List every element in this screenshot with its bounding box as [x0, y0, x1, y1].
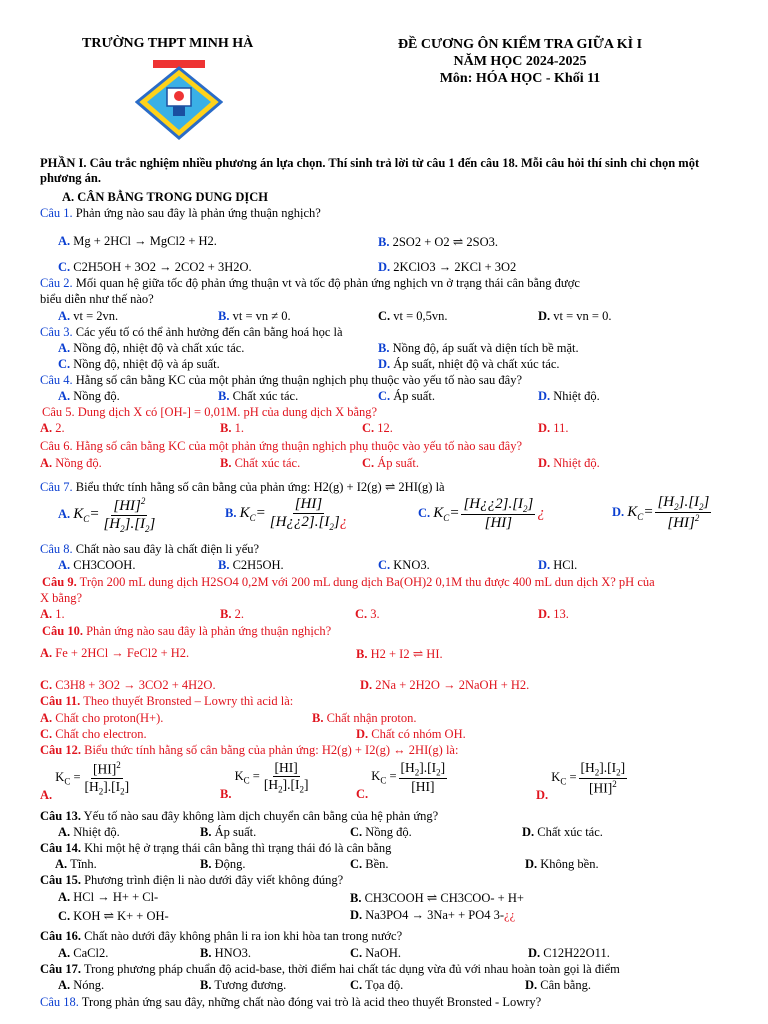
school-logo — [135, 58, 223, 142]
q-text: Yếu tố nào sau đây không làm dịch chuyển cân bằng của hệ phản ứng? — [80, 809, 439, 823]
q-number: Câu 16. — [40, 929, 81, 943]
option-17c — [350, 978, 403, 993]
opt-text: H2 + I2 ⇌ HI. — [370, 647, 443, 661]
q-number: Câu 4. — [40, 373, 73, 387]
option-13d — [522, 825, 603, 840]
q-number: Câu 13. — [40, 809, 81, 823]
option-8d — [538, 558, 577, 573]
opt-text: Áp suất. — [393, 389, 435, 403]
opt-text: Chất xúc tác. — [234, 456, 301, 470]
option-7c: C. $K_C=$ $\frac{[H¿¿2].[I_2]}{[HI]}$ ¿ — [418, 496, 545, 531]
opt-text: CaCl2. — [73, 946, 109, 960]
question-4 — [40, 373, 738, 387]
opt-label: D. — [536, 787, 549, 802]
option-8b — [218, 558, 284, 573]
opt-text: Áp suất, nhiệt độ và chất xúc tác. — [393, 357, 560, 371]
question-17 — [40, 962, 738, 976]
section-a-heading: A. CÂN BẰNG TRONG DUNG DỊCH — [62, 190, 269, 204]
option-6c — [362, 456, 419, 471]
opt-text: Động. — [214, 857, 246, 871]
option-6d — [538, 456, 600, 471]
opt-text: Nhiệt độ. — [553, 456, 600, 470]
q-text: Chất nào sau đây là chất điện li yếu? — [72, 542, 260, 556]
opt-text: 2. — [234, 607, 244, 621]
q-number: Câu 8. — [40, 542, 73, 556]
q-number: Câu 18. — [40, 995, 79, 1009]
opt-text: Tương đương. — [214, 978, 287, 992]
option-11c — [40, 727, 147, 742]
opt-label: B. — [200, 946, 212, 960]
exam-title — [360, 36, 680, 87]
option-5a — [40, 421, 65, 436]
option-13b — [200, 825, 256, 840]
opt-text: Nồng độ. — [73, 389, 120, 403]
opt-label: A. — [40, 646, 53, 660]
option-7a: A. $K_C=$ $\frac{[HI]^2}{[H_2].[I_2]}$ — [58, 496, 156, 534]
opt-text: Na3PO4 → 3Na+ + PO4 3- — [365, 908, 505, 922]
opt-label: D. — [538, 456, 551, 470]
question-11 — [40, 694, 738, 708]
option-14b — [200, 857, 246, 872]
option-1b — [378, 234, 498, 250]
opt-label: D. — [525, 978, 538, 992]
opt-text: Bền. — [365, 857, 389, 871]
opt-label: B. — [225, 505, 237, 520]
q-text: Phản ứng nào sau đây là phản ứng thuận nghịch? — [72, 206, 321, 220]
opt-label: C. — [378, 558, 391, 572]
q-number: Câu 12. — [40, 743, 81, 757]
option-4a — [58, 389, 120, 404]
question-14 — [40, 841, 738, 855]
opt-label: D. — [538, 607, 551, 621]
opt-text: vt = 0,5vn. — [393, 309, 448, 323]
q-number: Câu 14. — [40, 841, 81, 855]
opt-label: A. — [40, 711, 53, 725]
opt-label: B. — [312, 711, 324, 725]
opt-text: Chất xúc tác. — [537, 825, 603, 839]
opt-label: B. — [356, 647, 368, 661]
opt-text: Không bền. — [540, 857, 599, 871]
option-16a — [58, 946, 108, 961]
q-text: Mối quan hệ giữa tốc độ phản ứng thuận vt và tốc độ phản ứng nghịch vn ở trạng thái cân bằng được — [72, 276, 580, 290]
q-text: Phương trình điện li nào dưới đây viết không đúng? — [80, 873, 344, 887]
opt-label: C. — [356, 787, 369, 802]
q-text: Hằng số cân bằng KC của một phản ứng thuận nghịch phụ thuộc vào yếu tố nào sau đây? — [72, 373, 523, 387]
opt-label: A. — [58, 978, 71, 992]
question-16 — [40, 929, 738, 943]
opt-label: B. — [220, 456, 232, 470]
opt-text: Nồng độ, nhiệt độ và áp suất. — [73, 357, 220, 371]
option-17b — [200, 978, 286, 993]
opt-text: Chất xúc tác. — [232, 389, 299, 403]
exam-title-line1: ĐỀ CƯƠNG ÔN KIỂM TRA GIỮA KÌ I — [397, 37, 643, 52]
option-1d — [378, 260, 516, 275]
opt-label: D. — [525, 857, 538, 871]
opt-text: C3H8 + 3O2 → 3CO2 + 4H2O. — [55, 678, 216, 692]
option-14a — [55, 857, 97, 872]
opt-label: B. — [378, 341, 390, 355]
opt-text: 12. — [377, 421, 393, 435]
opt-label: A. — [40, 421, 53, 435]
opt-text: KNO3. — [393, 558, 430, 572]
opt-label: A. — [58, 234, 71, 248]
option-16c — [350, 946, 401, 961]
opt-label: A. — [58, 825, 71, 839]
option-7b: B. $K_C=$ $\frac{[HI]}{[H¿¿2].[I_2]¿}$ — [225, 496, 348, 532]
opt-label: A. — [40, 456, 53, 470]
q-text: Chất nào dưới đây không phân li ra ion khi hòa tan trong nước? — [80, 929, 403, 943]
opt-text: 3. — [370, 607, 380, 621]
opt-text: 1. — [55, 607, 65, 621]
option-15a — [58, 890, 158, 905]
opt-label: A. — [40, 787, 53, 802]
opt-text: Nồng độ. — [365, 825, 412, 839]
option-17a — [58, 978, 104, 993]
option-15c — [58, 908, 169, 924]
opt-text: 11. — [553, 421, 569, 435]
question-15 — [40, 873, 738, 887]
option-2d — [538, 309, 611, 324]
option-6b — [220, 456, 300, 471]
q-number: Câu 10. — [42, 624, 83, 638]
opt-text: HNO3. — [214, 946, 252, 960]
opt-text: Nồng độ, áp suất và diện tích bề mặt. — [392, 341, 579, 355]
q-text: Trong phương pháp chuẩn độ acid-base, thời điểm hai chất tác dụng vừa đủ với nhau hoàn toàn gọi là điểm — [80, 962, 620, 976]
option-12d: D. $K_C$ = $\frac{[H_2].[I_2]}{[HI]^2}$ — [536, 760, 626, 802]
option-2c — [378, 309, 448, 324]
option-16b — [200, 946, 251, 961]
q-text: Các yếu tố có thể ảnh hưởng đến cân bằng hoá học là — [72, 325, 343, 339]
opt-text: Chất có nhóm OH. — [371, 727, 466, 741]
option-10b — [356, 646, 443, 662]
opt-label: A. — [58, 389, 71, 403]
opt-label: B. — [220, 421, 232, 435]
option-13a — [58, 825, 120, 840]
option-11a — [40, 711, 163, 726]
opt-text: NaOH. — [365, 946, 402, 960]
question-9 — [42, 575, 738, 589]
option-4d — [538, 389, 600, 404]
q-number: Câu 7. — [40, 480, 73, 494]
option-3b — [378, 341, 579, 356]
opt-text: vt = 2vn. — [73, 309, 119, 323]
q-text: Trộn 200 mL dung dịch H2SO4 0,2M với 200 mL dung dịch Ba(OH)2 0,1M thu được 400 mL dun dịch X? pH của — [76, 575, 655, 589]
option-12c: C. $K_C$ = $\frac{[H_2].[I_2]}{[HI]}$ — [356, 760, 446, 802]
opt-label: C. — [40, 727, 53, 741]
opt-text: Nóng. — [73, 978, 105, 992]
option-3a — [58, 341, 244, 356]
option-3d — [378, 357, 560, 372]
option-6a — [40, 456, 102, 471]
opt-label: C. — [350, 978, 363, 992]
opt-label: C. — [355, 607, 368, 621]
opt-text: 1. — [234, 421, 244, 435]
question-5: Câu 5. Dung dịch X có [OH-] = 0,01M. pH của dung dịch X bằng? — [42, 405, 378, 419]
opt-label: C. — [362, 421, 375, 435]
opt-label: D. — [538, 309, 551, 323]
q-number: Câu 2. — [40, 276, 73, 290]
opt-label: A. — [58, 890, 71, 904]
option-9d — [538, 607, 569, 622]
opt-label: D. — [378, 260, 391, 274]
exam-title-line3: Môn: HÓA HỌC - Khối 11 — [439, 71, 601, 86]
opt-text: 2KClO3 → 2KCl + 3O2 — [393, 260, 517, 274]
opt-label: D. — [538, 389, 551, 403]
opt-label: A. — [58, 341, 71, 355]
question-9-cont: X bằng? — [40, 591, 82, 605]
option-9a — [40, 607, 65, 622]
question-1 — [40, 206, 738, 220]
question-3 — [40, 325, 738, 339]
opt-label: D. — [350, 908, 363, 922]
question-2 — [40, 276, 738, 290]
opt-text: Nhiệt độ. — [553, 389, 600, 403]
option-17d — [525, 978, 591, 993]
opt-text: Tọa độ. — [365, 978, 404, 992]
opt-text: vt = vn = 0. — [553, 309, 612, 323]
opt-label: B. — [220, 787, 232, 802]
school-name: TRƯỜNG THPT MINH HÀ — [82, 36, 254, 51]
option-10d — [360, 678, 529, 693]
option-11b — [312, 711, 417, 726]
opt-label: B. — [200, 978, 212, 992]
question-18 — [40, 995, 738, 1009]
opt-text: HCl. — [553, 558, 578, 572]
opt-text: Nồng độ. — [55, 456, 102, 470]
opt-label: B. — [218, 309, 230, 323]
opt-label: C. — [58, 909, 71, 923]
q-number: Câu 15. — [40, 873, 81, 887]
q-number: Câu 1. — [40, 206, 73, 220]
opt-label: B. — [218, 389, 230, 403]
opt-label: D. — [360, 678, 373, 692]
part1-heading: PHẦN I. Câu trắc nghiệm nhiều phương án lựa chọn. Thí sinh trả lời từ câu 1 đến câu 18. Mỗi câu hỏi thí sinh chỉ chọn một phương án. — [40, 156, 700, 185]
opt-text: Chất cho proton(H+). — [55, 711, 164, 725]
opt-label: C. — [40, 678, 53, 692]
opt-label: A. — [55, 857, 68, 871]
opt-label: A. — [58, 558, 71, 572]
opt-text: Tĩnh. — [70, 857, 97, 871]
option-5c — [362, 421, 393, 436]
opt-text: Nồng độ, nhiệt độ và chất xúc tác. — [73, 341, 245, 355]
option-13c — [350, 825, 412, 840]
opt-text: Mg + 2HCl → MgCl2 + H2. — [73, 234, 217, 248]
option-9b — [220, 607, 244, 622]
opt-text: Fe + 2HCl → FeCl2 + H2. — [55, 646, 190, 660]
opt-label: B. — [200, 825, 212, 839]
option-5d — [538, 421, 568, 436]
opt-label: D. — [522, 825, 535, 839]
opt-label: C. — [58, 357, 71, 371]
option-12b: B. $K_C$ = $\frac{[HI]}{[H_2].[I_2]}$ — [220, 760, 309, 802]
q-text: Biểu thức tính hằng số cân bằng của phản ứng: H2(g) + I2(g) ↔ 2HI(g) là: — [80, 743, 459, 757]
opt-text: Chất nhận proton. — [326, 711, 417, 725]
opt-label: D. — [538, 558, 551, 572]
opt-text: Chất cho electron. — [55, 727, 147, 741]
q-number: Câu 3. — [40, 325, 73, 339]
q-text: Khi một hệ ở trạng thái cân bằng thì trạng thái đó là cân bằng — [80, 841, 392, 855]
option-2b — [218, 309, 291, 324]
option-14d — [525, 857, 599, 872]
opt-label: C. — [350, 946, 363, 960]
opt-text: Áp suất. — [214, 825, 257, 839]
question-6: Câu 6. Hằng số cân bằng KC của một phản ứng thuận nghịch phụ thuộc vào yếu tố nào sau đây? — [40, 439, 523, 453]
option-3c — [58, 357, 220, 372]
q-number: Câu 11. — [40, 694, 81, 708]
opt-text: CH3COOH. — [73, 558, 136, 572]
option-7d: D. $K_C=$ $\frac{[H_2].[I_2]}{[HI]^2}$ — [612, 494, 710, 531]
opt-label: D. — [378, 357, 391, 371]
opt-label: A. — [40, 607, 53, 621]
opt-text: 2Na + 2H2O → 2NaOH + H2. — [375, 678, 530, 692]
exam-title-line2: NĂM HỌC 2024-2025 — [453, 54, 587, 69]
q-text: Phản ứng nào sau đây là phản ứng thuận nghịch? — [82, 624, 332, 638]
opt-label: C. — [362, 456, 375, 470]
opt-text: 13. — [553, 607, 569, 621]
option-8c — [378, 558, 430, 573]
q-text: Theo thuyết Bronsted – Lowry thì acid là: — [80, 694, 294, 708]
opt-label: C. — [350, 825, 363, 839]
option-14c — [350, 857, 389, 872]
option-5b — [220, 421, 244, 436]
option-10a — [40, 646, 189, 661]
question-8 — [40, 542, 738, 556]
q-number: Câu 17. — [40, 962, 81, 976]
option-2a — [58, 309, 118, 324]
opt-text: 2. — [55, 421, 65, 435]
option-10c — [40, 678, 216, 693]
opt-text: KOH ⇌ K+ + OH- — [73, 909, 169, 923]
q-text: Trong phản ứng sau đây, những chất nào đóng vai trò là acid theo thuyết Bronsted - Lowry? — [78, 995, 542, 1009]
q-number: Câu 9. — [42, 575, 77, 589]
opt-label: A. — [58, 309, 71, 323]
opt-text: C2H5OH + 3O2 → 2CO2 + 3H2O. — [73, 260, 252, 274]
option-15b — [350, 890, 524, 906]
opt-label: C. — [58, 260, 71, 274]
opt-text: Áp suất. — [377, 456, 419, 470]
opt-label: B. — [220, 607, 232, 621]
opt-label: C. — [418, 505, 431, 520]
opt-text: Nhiệt độ. — [73, 825, 120, 839]
opt-label: B. — [200, 857, 212, 871]
option-8a — [58, 558, 135, 573]
option-15d: D. Na3PO4 → 3Na+ + PO4 3-¿¿ — [350, 908, 516, 922]
option-11d — [356, 727, 466, 742]
option-9c — [355, 607, 380, 622]
option-4c — [378, 389, 435, 404]
opt-label: D. — [528, 946, 541, 960]
opt-label: D. — [612, 504, 625, 519]
option-16d — [528, 946, 610, 961]
opt-label: D. — [538, 421, 551, 435]
question-10 — [42, 624, 738, 638]
opt-label: C. — [378, 389, 391, 403]
opt-label: D. — [356, 727, 369, 741]
opt-text: 2SO2 + O2 ⇌ 2SO3. — [392, 235, 498, 249]
question-2-cont: biểu diễn như thế nào? — [40, 292, 154, 306]
opt-text: HCl → H+ + Cl- — [73, 890, 159, 904]
opt-text: C12H22O11. — [543, 946, 610, 960]
opt-label: C. — [378, 309, 391, 323]
question-13 — [40, 809, 738, 823]
opt-label: B. — [350, 891, 362, 905]
opt-label: A. — [58, 946, 71, 960]
option-12a: A. $K_C$ = $\frac{[HI]^2}{[H_2].[I_2]}$ — [40, 760, 130, 802]
opt-text: vt = vn ≠ 0. — [232, 309, 291, 323]
option-1a — [58, 234, 217, 249]
q-text: Biểu thức tính hằng số cân bằng của phản ứng: H2(g) + I2(g) ⇌ 2HI(g) là — [72, 480, 445, 494]
option-1c — [58, 260, 252, 275]
opt-text: Cân bằng. — [540, 978, 591, 992]
opt-text: CH3COOH ⇌ CH3COO- + H+ — [364, 891, 524, 905]
question-12 — [40, 743, 738, 757]
opt-label: B. — [218, 558, 230, 572]
opt-label: C. — [350, 857, 363, 871]
opt-label: A. — [58, 506, 71, 521]
question-7 — [40, 480, 738, 494]
opt-label: B. — [378, 235, 390, 249]
option-4b — [218, 389, 298, 404]
opt-text: C2H5OH. — [232, 558, 284, 572]
